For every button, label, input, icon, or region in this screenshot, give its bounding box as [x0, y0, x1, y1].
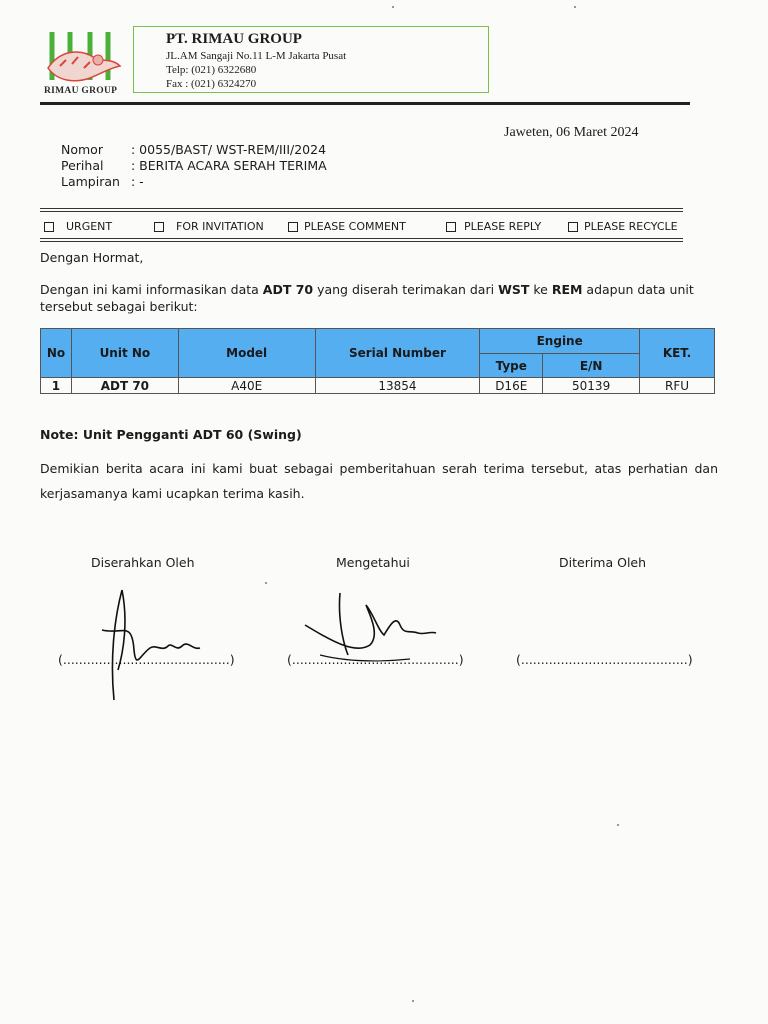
- date-line: Jaweten, 06 Maret 2024: [504, 125, 639, 140]
- intro-text: adapun data unit: [582, 282, 694, 297]
- scan-speck: [617, 824, 619, 826]
- company-phone: Telp: (021) 6322680: [166, 64, 257, 76]
- intro-text: yang diserah terimakan dari: [313, 282, 499, 297]
- checkbox-label: PLEASE RECYCLE: [584, 220, 678, 233]
- greeting: Dengan Hormat,: [40, 250, 144, 265]
- closing-paragraph: Demikian berita acara ini kami buat sebagai pemberitahuan serah terima tersebut, atas perhatian dan kerjasamanya kami ucapkan terima kasih.: [40, 461, 718, 501]
- intro-from: WST: [498, 282, 530, 297]
- checkbox-square[interactable]: [288, 222, 298, 232]
- company-name: PT. RIMAU GROUP: [166, 31, 302, 47]
- checkbox-label: PLEASE COMMENT: [304, 220, 406, 233]
- cell-unit-no: ADT 70: [71, 378, 178, 394]
- checkbox-for-invitation[interactable]: [154, 220, 264, 233]
- signature-diserahkan: [92, 580, 212, 710]
- routing-checkbox-bar: [40, 208, 683, 241]
- checkbox-square[interactable]: [44, 222, 54, 232]
- logo-caption: RIMAU GROUP: [44, 86, 118, 96]
- meta-label: Nomor: [61, 142, 103, 157]
- intro-to: REM: [551, 282, 583, 297]
- checkbox-label: FOR INVITATION: [176, 220, 264, 233]
- meta-row-nomor: [61, 142, 327, 158]
- signature-label-diterima: Diterima Oleh: [559, 555, 647, 570]
- cell-serial-number: 13854: [315, 378, 480, 394]
- intro-line-1: [40, 281, 716, 298]
- checkbox-urgent[interactable]: [44, 220, 112, 233]
- company-address: JL.AM Sangaji No.11 L-M Jakarta Pusat: [166, 50, 347, 62]
- signature-line-diterima: (..........................................): [516, 652, 693, 667]
- cell-no: 1: [41, 378, 72, 394]
- meta-row-lampiran: [61, 174, 327, 190]
- table-header-row: [41, 329, 715, 354]
- scan-speck: [265, 582, 267, 584]
- letterhead-divider: [40, 102, 690, 105]
- signature-label-mengetahui: Mengetahui: [336, 555, 410, 570]
- cell-type: D16E: [480, 378, 543, 394]
- checkbox-label: PLEASE REPLY: [464, 220, 542, 233]
- meta-row-perihal: [61, 158, 327, 174]
- header-model: Model: [178, 329, 315, 378]
- divider-line: [40, 211, 683, 212]
- divider-line: [40, 241, 683, 242]
- letterhead-box: [133, 26, 489, 93]
- checkbox-label: URGENT: [66, 220, 113, 233]
- scan-speck: [412, 1000, 414, 1002]
- cell-ket: RFU: [640, 378, 715, 394]
- intro-text: Dengan ini kami informasikan data: [40, 282, 263, 297]
- checkbox-please-recycle[interactable]: [568, 220, 678, 233]
- checkbox-square[interactable]: [568, 222, 578, 232]
- table-row: [41, 378, 715, 394]
- meta-label: Perihal: [61, 158, 104, 173]
- scan-speck: [574, 6, 576, 8]
- checkbox-square[interactable]: [446, 222, 456, 232]
- signature-line-diserahkan: (..........................................): [58, 652, 235, 667]
- signature-label-diserahkan: Diserahkan Oleh: [91, 555, 195, 570]
- header-no: No: [41, 329, 72, 378]
- header-ket: KET.: [640, 329, 715, 378]
- meta-value: : 0055/BAST/ WST-REM/III/2024: [131, 142, 327, 157]
- intro-unit: ADT 70: [262, 282, 314, 297]
- intro-text: ke: [529, 282, 552, 297]
- meta-label: Lampiran: [61, 174, 120, 189]
- cell-en: 50139: [543, 378, 640, 394]
- meta-value: : -: [131, 174, 144, 189]
- header-en: E/N: [543, 354, 640, 378]
- divider-line: [40, 208, 683, 209]
- checkbox-please-comment[interactable]: [288, 220, 406, 233]
- unit-table: [40, 328, 715, 394]
- meta-value: : BERITA ACARA SERAH TERIMA: [131, 158, 327, 173]
- signature-mengetahui: [300, 585, 440, 670]
- header-unit-no: Unit No: [71, 329, 178, 378]
- header-type: Type: [480, 354, 543, 378]
- signature-line-mengetahui: (..........................................): [287, 652, 464, 667]
- intro-line-2: tersebut sebagai berikut:: [40, 299, 198, 314]
- divider-line: [40, 238, 683, 239]
- checkbox-square[interactable]: [154, 222, 164, 232]
- company-fax: Fax : (021) 6324270: [166, 78, 257, 90]
- scan-speck: [392, 6, 394, 8]
- document-meta: [61, 142, 327, 190]
- checkbox-please-reply[interactable]: [446, 220, 541, 233]
- header-engine: Engine: [480, 329, 640, 354]
- header-serial-number: Serial Number: [315, 329, 480, 378]
- note: Note: Unit Pengganti ADT 60 (Swing): [40, 427, 302, 442]
- cell-model: A40E: [178, 378, 315, 394]
- intro-paragraph: [40, 281, 716, 315]
